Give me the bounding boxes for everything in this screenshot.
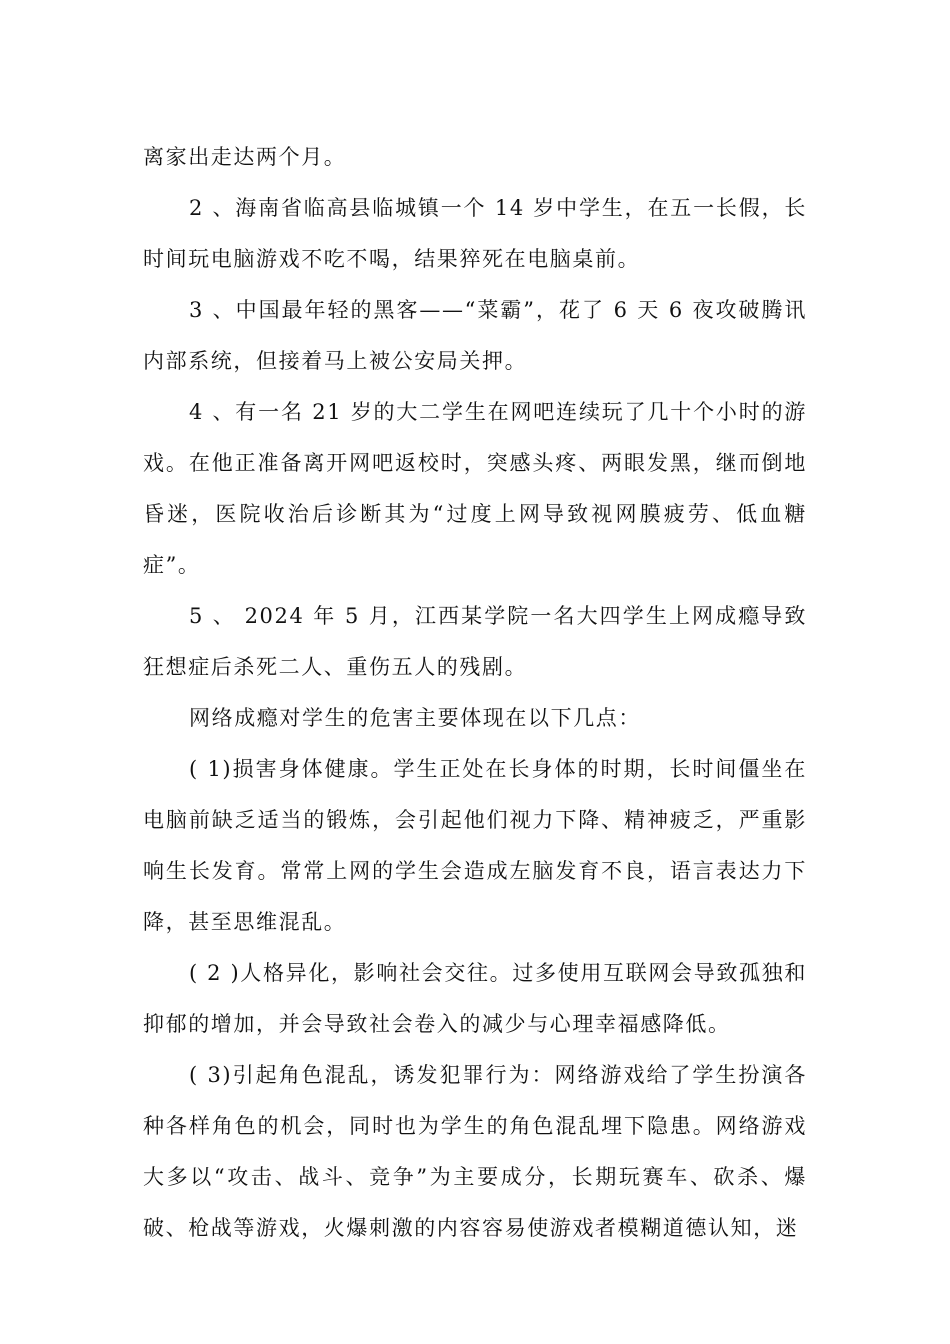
paragraph-harm-2: ( 2 )人格异化，影响社会交往。过多使用互联网会导致孤独和抑郁的增加，并会导致社会卷入的减少与心理幸福感降低。 xyxy=(143,961,807,1036)
paragraph-case-5: 5 、 2024 年 5 月，江西某学院一名大四学生上网成瘾导致狂想症后杀死二人、重伤五人的残剧。 xyxy=(143,604,807,679)
paragraph-harm-1: ( 1)损害身体健康。学生正处在长身体的时期，长时间僵坐在电脑前缺乏适当的锻炼，会引起他们视力下降、精神疲乏，严重影响生长发育。常常上网的学生会造成左脑发育不良，语言表达力下降，甚至思维混乱。 xyxy=(143,757,807,934)
paragraph-harm-3: ( 3)引起角色混乱，诱发犯罪行为：网络游戏给了学生扮演各种各样角色的机会，同时也为学生的角色混乱埋下隐患。网络游戏大多以“攻击、战斗、竞争”为主要成分，长期玩赛车、砍杀、爆破、枪战等游戏，火爆刺激的内容容易使游戏者模糊道德认知，迷 xyxy=(143,1063,807,1240)
paragraph-harm-intro: 网络成瘾对学生的危害主要体现在以下几点： xyxy=(189,706,641,730)
paragraph-case-3: 3 、中国最年轻的黑客——“菜霸”，花了 6 天 6 夜攻破腾讯内部系统，但接着马上被公安局关押。 xyxy=(143,298,807,373)
paragraph-case-4: 4 、有一名 21 岁的大二学生在网吧连续玩了几十个小时的游戏。在他正准备离开网吧返校时，突感头疼、两眼发黑，继而倒地昏迷，医院收治后诊断其为“过度上网导致视网膜疲劳、低血糖症”。 xyxy=(143,400,807,577)
paragraph-case-2: 2 、海南省临高县临城镇一个 14 岁中学生，在五一长假，长时间玩电脑游戏不吃不喝，结果猝死在电脑桌前。 xyxy=(143,196,807,271)
document-body xyxy=(143,132,807,1254)
paragraph-continuation: 离家出走达两个月。 xyxy=(143,145,347,169)
